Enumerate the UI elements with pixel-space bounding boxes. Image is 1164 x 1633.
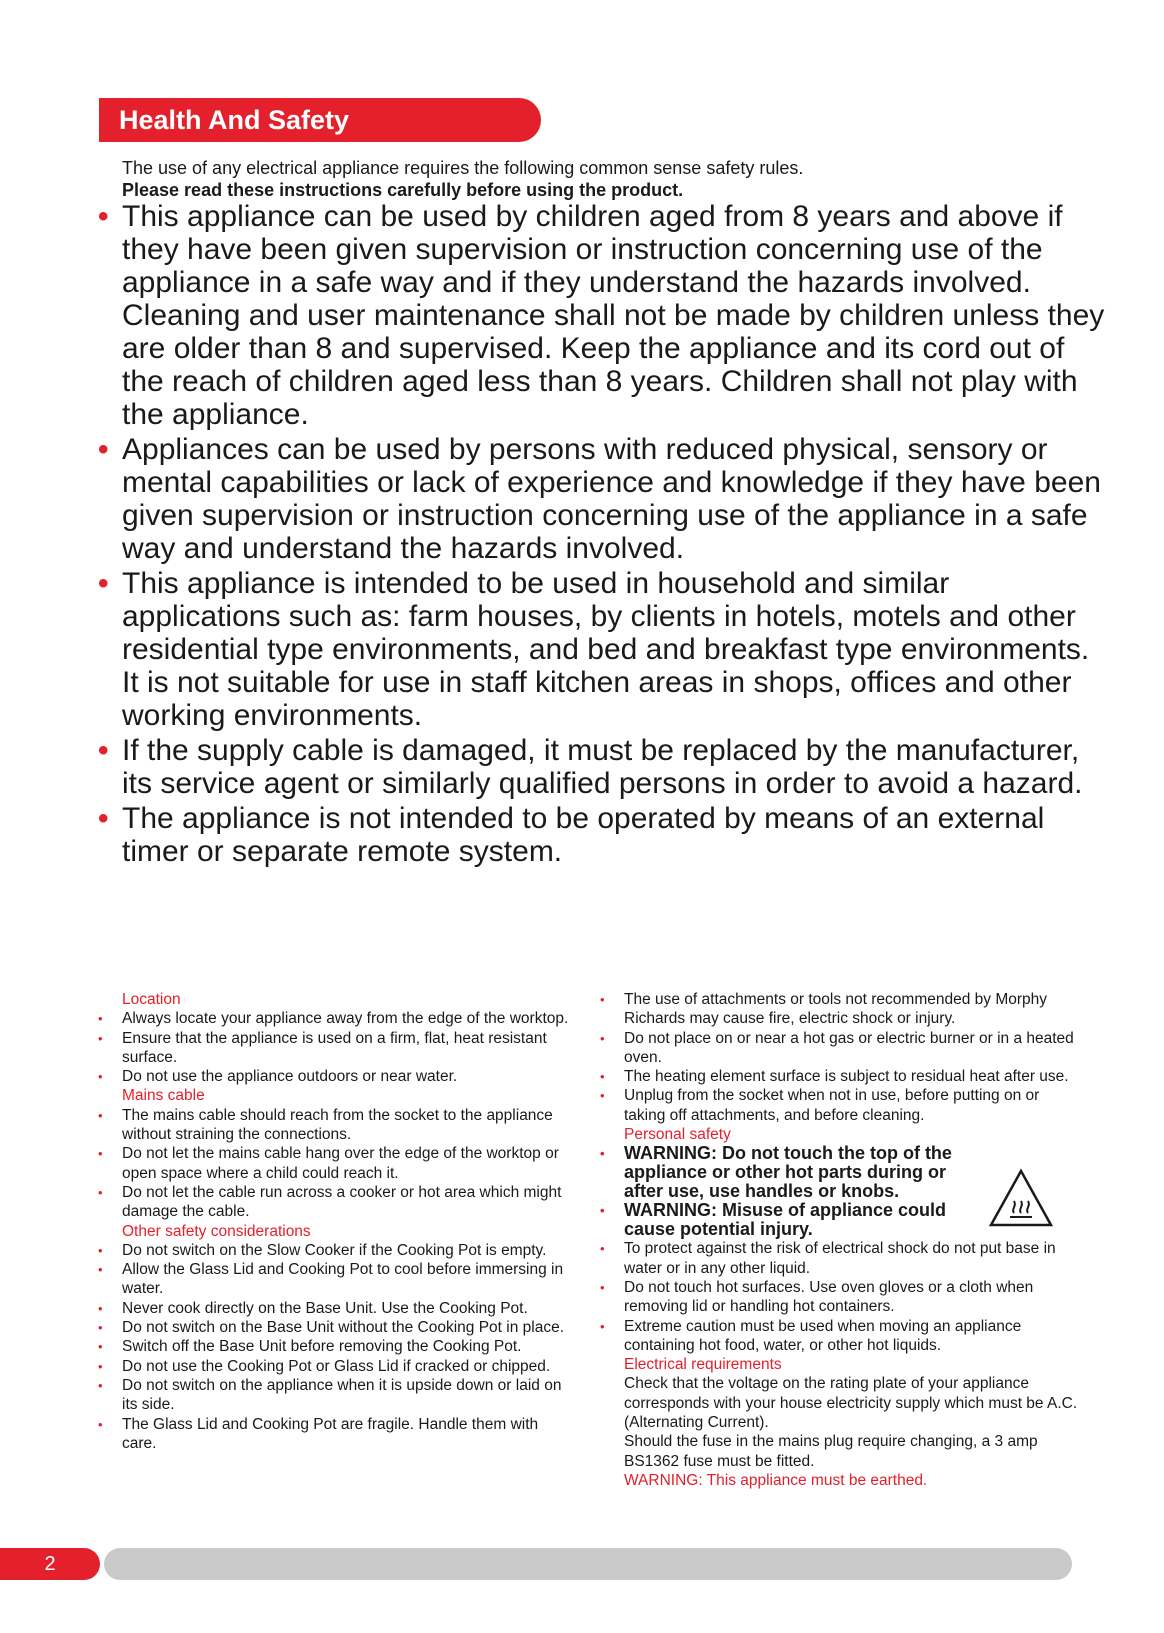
bullet-icon: • <box>600 1146 605 1162</box>
list-item: • Do not switch on the appliance when it is upside down or laid on its side. <box>98 1376 562 1414</box>
bullet-icon: • <box>98 567 109 600</box>
bullet-icon: • <box>98 1377 103 1393</box>
list-item: • Extreme caution must be used when moving an appliance containing hot food, water, or other hot liquids. <box>600 1317 1022 1354</box>
bullet-icon: • <box>98 1416 103 1432</box>
bullet-icon: • <box>98 1339 103 1355</box>
list-item: • Unplug from the socket when not in use, before putting on or taking off attachments, and before cleaning. <box>600 1087 1040 1124</box>
hot-surface-warning-icon <box>988 1168 1054 1228</box>
list-item: • This appliance can be used by children aged from 8 years and above if they have been given supervision or instruction concerning use of the appliance in a safe way and if they understand the hazards involved. Cleaning and user maintenance shall not be made by children unless they are older than 8 and supervised. Keep the appliance and its cord out of the reach of children aged less than 8 years. Children shall not play with the appliance. <box>98 200 1105 431</box>
bullet-icon: • <box>600 1030 605 1046</box>
bullet-icon: • <box>98 1320 103 1336</box>
list-item: • The mains cable should reach from the socket to the appliance without straining the connections. <box>98 1106 553 1144</box>
bullet-icon: • <box>98 734 109 767</box>
bullet-icon: • <box>98 1030 103 1046</box>
list-item: • Do not touch hot surfaces. Use oven gloves or a cloth when removing lid or handling hot containers. <box>600 1278 1034 1316</box>
list-item: • Never cook directly on the Base Unit. Use the Cooking Pot. <box>98 1299 528 1317</box>
electrical-paragraph-1: Check that the voltage on the rating plate of your appliance corresponds with your house electricity supply which must be A.C. (Alternating Current). <box>624 1375 1078 1432</box>
bullet-icon: • <box>98 200 109 233</box>
list-item: • Switch off the Base Unit before removing the Cooking Pot. <box>98 1338 522 1356</box>
list-item: • If the supply cable is damaged, it must be replaced by the manufacturer, its service agent or similarly qualified persons in order to avoid a hazard. <box>98 734 1083 800</box>
list-item: • To protect against the risk of electrical shock do not put base in water or in any other liquid. <box>600 1240 1056 1277</box>
bullet-icon: • <box>98 1242 103 1258</box>
list-item: • Do not use the appliance outdoors or near water. <box>98 1068 458 1086</box>
list-item: • Do not switch on the Slow Cooker if the Cooking Pot is empty. <box>98 1241 547 1259</box>
left-column <box>96 990 576 1453</box>
list-item: • Do not use the Cooking Pot or Glass Lid if cracked or chipped. <box>98 1357 551 1375</box>
bullet-icon: • <box>98 1300 103 1316</box>
list-item: • Do not switch on the Base Unit without the Cooking Pot in place. <box>98 1319 564 1337</box>
electrical-paragraph-2: Should the fuse in the mains plug require changing, a 3 amp BS1362 fuse must be fitted. <box>624 1433 1038 1470</box>
mains-cable-heading: Mains cable <box>122 1087 205 1105</box>
list-item: • Do not place on or near a hot gas or electric burner or in a heated oven. <box>600 1029 1074 1066</box>
bullet-icon: • <box>600 1203 605 1219</box>
list-item: • Do not let the cable run across a cooker or hot area which might damage the cable. <box>98 1183 562 1221</box>
other-safety-heading: Other safety considerations <box>122 1222 311 1240</box>
list-item: • Do not let the mains cable hang over the edge of the worktop or open space where a child could reach it. <box>98 1145 559 1182</box>
intro-line-1: The use of any electrical appliance requires the following common sense safety rules. <box>122 158 804 178</box>
footer-bar <box>104 1548 1072 1580</box>
list-item: • The use of attachments or tools not recommended by Morphy Richards may cause fire, electric shock or injury. <box>600 991 1048 1028</box>
bullet-icon: • <box>600 1318 605 1334</box>
warning-item: • WARNING: Misuse of appliance could cause potential injury. <box>600 1200 947 1240</box>
location-heading: Location <box>122 991 181 1008</box>
bullet-icon: • <box>600 1069 605 1085</box>
list-item: • Appliances can be used by persons with reduced physical, sensory or mental capabilities or lack of experience and knowledge if they have been given supervision or instruction concerning use of the appliance in a safe way and understand the hazards involved. <box>98 433 1101 565</box>
list-item: • The heating element surface is subject to residual heat after use. <box>600 1068 1069 1086</box>
intro-line-2: Please read these instructions carefully before using the product. <box>122 180 684 200</box>
bullet-icon: • <box>98 1011 103 1027</box>
list-item: • Ensure that the appliance is used on a firm, flat, heat resistant surface. <box>98 1029 547 1066</box>
main-safety-rules <box>96 200 1106 870</box>
right-column <box>598 990 1078 1490</box>
personal-safety-heading: Personal safety <box>624 1126 731 1144</box>
bullet-icon: • <box>98 1146 103 1162</box>
list-item: • Allow the Glass Lid and Cooking Pot to cool before immersing in water. <box>98 1261 564 1298</box>
bullet-icon: • <box>98 1184 103 1200</box>
bullet-icon: • <box>600 1088 605 1104</box>
bullet-icon: • <box>600 992 605 1007</box>
bullet-icon: • <box>600 1241 605 1257</box>
bullet-icon: • <box>98 1358 103 1374</box>
bullet-icon: • <box>98 433 109 466</box>
bullet-icon: • <box>98 1069 103 1085</box>
page-number: 2 <box>0 1548 100 1580</box>
list-item: • Always locate your appliance away from the edge of the worktop. <box>98 1010 569 1028</box>
intro <box>122 157 803 201</box>
bullet-icon: • <box>98 1107 103 1123</box>
bullet-icon: • <box>600 1279 605 1295</box>
bullet-icon: • <box>98 1262 103 1278</box>
earth-warning: WARNING: This appliance must be earthed. <box>624 1471 928 1489</box>
list-item: • This appliance is intended to be used in household and similar applications such as: farm houses, by clients in hotels, motels and other residential type environments, and bed and breakfast type environments. It is not suitable for use in staff kitchen areas in shops, offices and other working environments. <box>98 567 1090 732</box>
list-item: • The appliance is not intended to be operated by means of an external timer or separate remote system. <box>98 802 1045 868</box>
warning-item: • WARNING: Do not touch the top of the appliance or other hot parts during or after use, use handles or knobs. <box>600 1143 952 1202</box>
section-title: Health And Safety <box>99 98 541 142</box>
bullet-icon: • <box>98 802 109 835</box>
electrical-requirements-heading: Electrical requirements <box>624 1356 782 1374</box>
list-item: • The Glass Lid and Cooking Pot are fragile. Handle them with care. <box>98 1415 539 1452</box>
